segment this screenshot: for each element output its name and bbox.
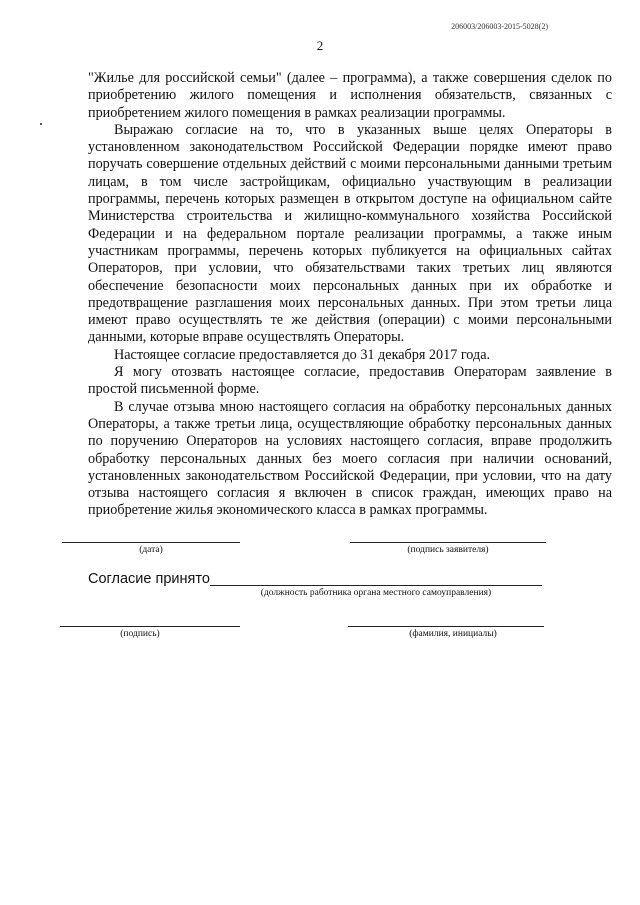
position-caption: (должность работника органа местного самоуправления) <box>260 588 492 598</box>
position-line <box>210 585 542 586</box>
paragraph-third-parties-consent: Выражаю согласие на то, что в указанных выше целях Операторы в установленном законодательством Российской Федерации порядке имеют право поручать совершение отдельных действий с моими персональными данными третьим лицам, в том числе застройщикам, официально участвующим в реализации программы, перечень которых размещен в открытом доступе на официальном сайте Министерства строительства и жилищно-коммунального хозяйства Российской Федерации и на федеральном портале реализации программы, а также иным участникам программы, перечень которых публикуется на официальных сайтах Операторов, при условии, что обязательствами таких третьих лиц являются обеспечение безопасности моих персональных данных при их обработке и предотвращение разглашения моих персональных данных. При этом третьи лица имеют право осуществлять те же действия (операции) с моими персональными данными, которые вправе осуществлять Операторы. <box>88 121 612 346</box>
signature-line <box>60 626 240 627</box>
name-caption: (фамилия, инициалы) <box>409 629 497 639</box>
margin-mark <box>40 123 42 125</box>
consent-accepted-label: Согласие принято <box>88 571 210 587</box>
page-number: 2 <box>316 38 324 53</box>
document-reference: 206003/206003-2015-5028(2) <box>451 22 548 31</box>
paragraph-consent-term: Настоящее согласие предоставляется до 31 декабря 2017 года. <box>114 346 491 363</box>
paragraph-revocation-consequences: В случае отзыва мною настоящего согласия на обработку персональных данных Операторы, а также третьи лица, осуществляющие обработку персональных данных по поручению Операторов на условиях настоящего согласия, вправе продолжить обработку персональных данных без моего согласия при наличии оснований, установленных законодательством Российской Федерации, при условии, что на дату отзыва настоящего согласия я включен в список граждан, имеющих право на приобретение жилья экономического класса в рамках программы. <box>88 398 612 519</box>
signature-caption: (подпись) <box>120 629 160 639</box>
applicant-signature-line <box>350 542 546 543</box>
date-line <box>62 542 240 543</box>
applicant-signature-caption: (подпись заявителя) <box>407 545 489 555</box>
document-body <box>88 70 612 520</box>
paragraph-program-continuation: "Жилье для российской семьи" (далее – программа), а также совершения сделок по приобретению жилого помещения и исполнения обязательств, связанных с приобретением жилого помещения в рамках реализации программы. <box>88 70 612 121</box>
date-caption: (дата) <box>139 545 163 555</box>
name-line <box>348 626 544 627</box>
paragraph-revocation: Я могу отозвать настоящее согласие, предоставив Операторам заявление в простой письменной форме. <box>88 364 612 398</box>
